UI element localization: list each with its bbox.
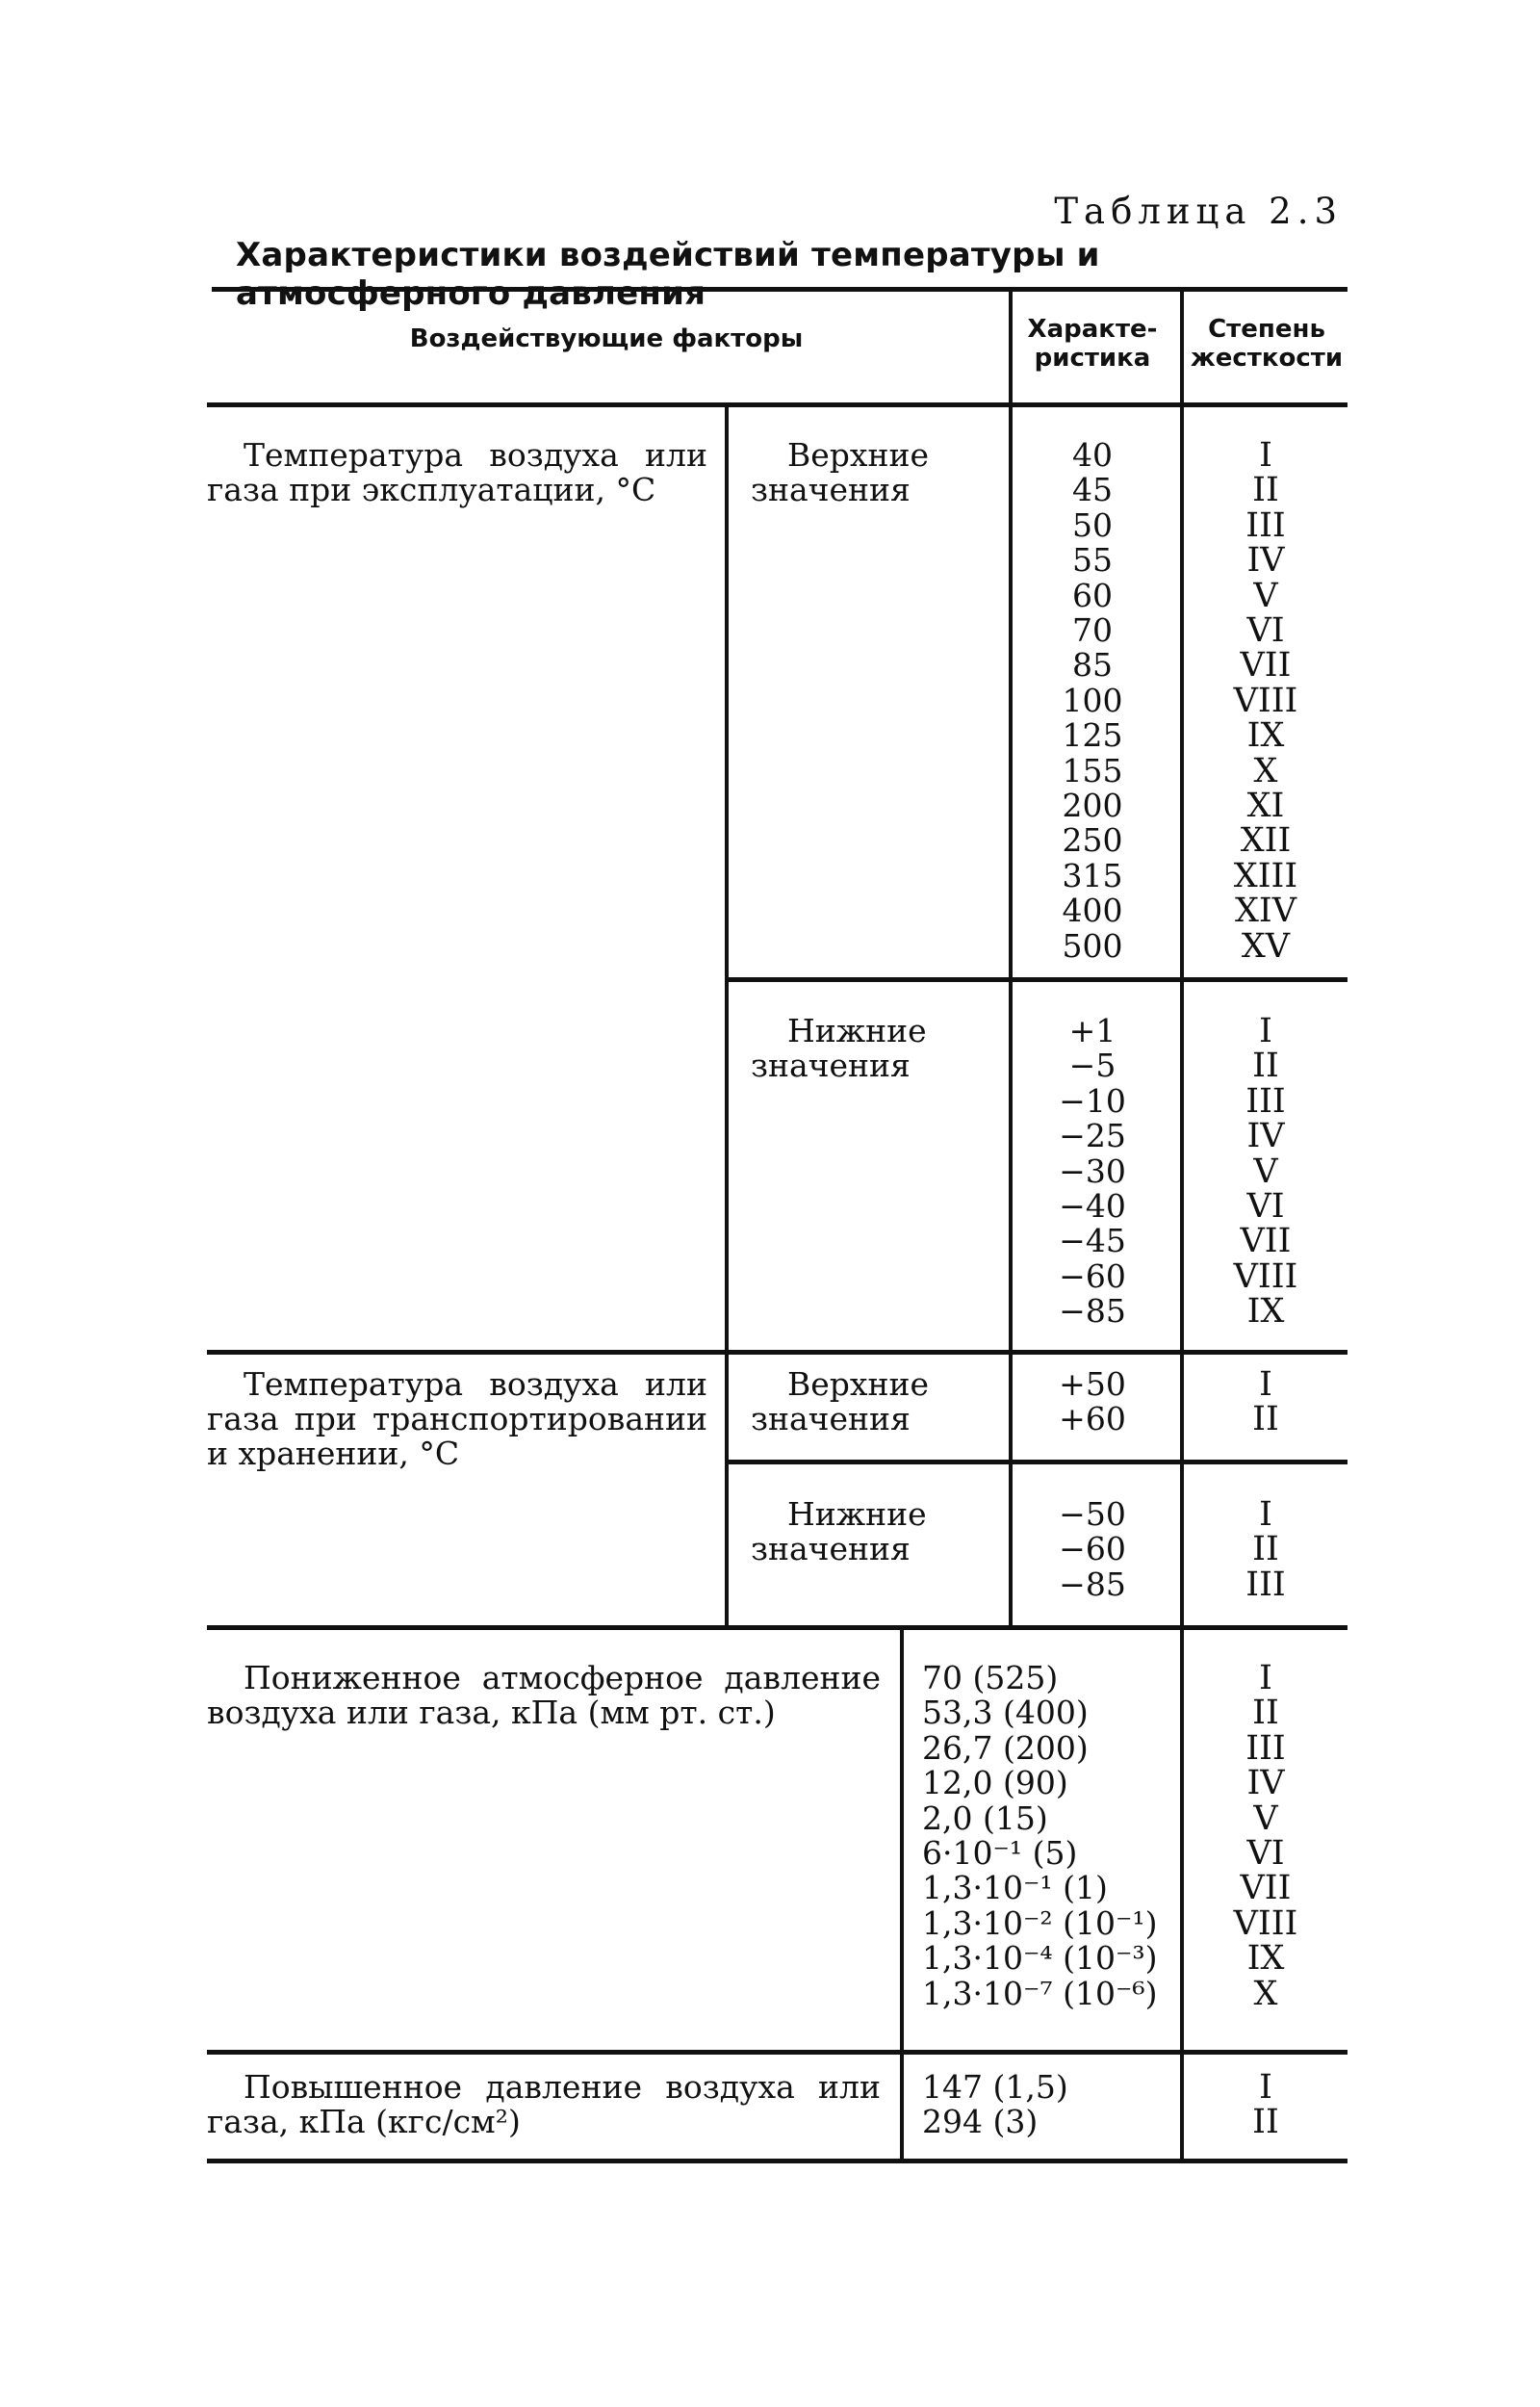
- degree: IX: [1246, 1292, 1285, 1332]
- vline-factor-sub: [725, 406, 729, 1625]
- degree: VII: [1240, 1222, 1292, 1261]
- value: 315: [1062, 856, 1123, 894]
- op-upper-values: [1025, 438, 1160, 964]
- degree: VII: [1240, 1869, 1292, 1908]
- rule-lowpressure-bottom: [207, 2050, 1348, 2055]
- header-factors: Воздействующие факторы: [409, 324, 804, 353]
- transport-upper-label: Верхние значения: [751, 1365, 930, 1437]
- degree: II: [1252, 471, 1279, 510]
- degree: II: [1252, 1530, 1279, 1569]
- degree: IV: [1246, 541, 1285, 581]
- value: −5: [1068, 1047, 1116, 1085]
- rule-transport-upper-bottom: [727, 1460, 1348, 1464]
- degree: I: [1259, 1365, 1272, 1404]
- degree: XII: [1240, 821, 1292, 861]
- op-lower-values: [1025, 1014, 1160, 1330]
- value: −85: [1059, 1565, 1126, 1603]
- degree: V: [1253, 1799, 1278, 1838]
- degree: XIII: [1233, 856, 1298, 895]
- value: 400: [1062, 892, 1123, 930]
- degree: VIII: [1233, 681, 1298, 720]
- transport-lower-values: [1025, 1497, 1160, 1602]
- degree: I: [1259, 1012, 1272, 1050]
- value: 85: [1072, 646, 1113, 685]
- value: 55: [1072, 541, 1113, 580]
- value: 53,3 (400): [922, 1694, 1089, 1732]
- value: 1,3·10⁻² (10⁻¹): [922, 1903, 1158, 1942]
- low-pressure-degrees: [1194, 1661, 1338, 2011]
- op-lower-label: Нижние значения: [751, 1012, 927, 1084]
- value: 500: [1062, 926, 1123, 965]
- transport-lower-degrees: [1194, 1497, 1338, 1602]
- degree: I: [1259, 1495, 1272, 1534]
- vline-pressure-2: [1180, 1629, 1184, 2050]
- vline-pressure-4: [1180, 2054, 1184, 2159]
- value: 155: [1062, 751, 1123, 789]
- high-pressure-degrees: [1194, 2070, 1338, 2140]
- degree: I: [1259, 2068, 1272, 2107]
- value: −10: [1059, 1081, 1126, 1120]
- degree: VI: [1246, 1834, 1285, 1874]
- value: 70 (525): [922, 1659, 1059, 1696]
- vline-header-1: [1009, 291, 1013, 402]
- rule-table-bottom: [207, 2159, 1348, 2163]
- degree: II: [1252, 1047, 1279, 1086]
- degree: II: [1252, 1400, 1279, 1439]
- table-title: Характеристики воздействий температуры и атмосферного давления: [236, 236, 1100, 313]
- value: 6·10⁻¹ (5): [922, 1834, 1078, 1873]
- value: 294 (3): [922, 2103, 1039, 2141]
- table-number: Таблица 2.3: [1054, 191, 1343, 232]
- factor-op-temp: Температура воздуха или газа при эксплуатации, °C: [207, 436, 707, 508]
- degree: XI: [1246, 787, 1285, 826]
- degree: III: [1245, 505, 1286, 545]
- rule-top: [212, 287, 1348, 292]
- value: −60: [1059, 1530, 1126, 1568]
- op-lower-degrees: [1194, 1014, 1338, 1330]
- degree: XV: [1241, 926, 1291, 966]
- value: 1,3·10⁻⁷ (10⁻⁶): [922, 1974, 1158, 2012]
- vline-header-2: [1180, 291, 1184, 402]
- degree: III: [1245, 1081, 1286, 1121]
- high-pressure-values: [922, 2070, 1172, 2140]
- op-upper-label: Верхние значения: [751, 436, 930, 508]
- value: 50: [1072, 505, 1113, 544]
- degree: VI: [1246, 1187, 1285, 1227]
- rule-header-bottom: [207, 402, 1348, 407]
- value: 147 (1,5): [922, 2068, 1068, 2106]
- value: −85: [1059, 1292, 1126, 1331]
- degree: I: [1259, 1659, 1272, 1697]
- value: −30: [1059, 1152, 1126, 1190]
- rule-transport-bottom: [207, 1625, 1348, 1630]
- degree: IX: [1246, 1939, 1285, 1979]
- degree: I: [1259, 436, 1272, 475]
- transport-upper-values: [1025, 1367, 1160, 1437]
- vline-sub-char: [1009, 406, 1013, 1625]
- value: 45: [1072, 471, 1113, 509]
- factor-transport-temp: Температура воздуха или газа при транспортировании и хранении, °C: [207, 1365, 707, 1472]
- rule-op-upper-bottom: [727, 977, 1348, 982]
- value: −45: [1059, 1222, 1126, 1260]
- value: 60: [1072, 576, 1113, 614]
- value: −50: [1059, 1495, 1126, 1533]
- degree: V: [1253, 1152, 1278, 1191]
- degree: VII: [1240, 646, 1292, 686]
- header-characteristic: Характе- ристика: [1027, 315, 1158, 373]
- transport-upper-degrees: [1194, 1367, 1338, 1437]
- header-severity: Степень жесткости: [1190, 315, 1344, 373]
- value: +1: [1068, 1012, 1116, 1049]
- degree: II: [1252, 1694, 1279, 1733]
- value: +60: [1059, 1400, 1126, 1438]
- rule-op-bottom: [207, 1350, 1348, 1355]
- value: +50: [1059, 1365, 1126, 1403]
- degree: XIV: [1234, 892, 1297, 931]
- degree: V: [1253, 576, 1278, 615]
- low-pressure-values: [922, 1661, 1172, 2011]
- degree: IV: [1246, 1117, 1285, 1156]
- transport-lower-label: Нижние значения: [751, 1495, 927, 1567]
- value: 1,3·10⁻⁴ (10⁻³): [922, 1939, 1158, 1978]
- value: 26,7 (200): [922, 1728, 1089, 1767]
- degree: III: [1245, 1565, 1286, 1604]
- value: 40: [1072, 436, 1113, 474]
- value: 70: [1072, 611, 1113, 650]
- degree: VI: [1246, 611, 1285, 651]
- degree: IV: [1246, 1764, 1285, 1803]
- degree: X: [1253, 1974, 1278, 2013]
- degree: IX: [1246, 716, 1285, 756]
- degree: X: [1253, 751, 1278, 790]
- factor-high-pressure: Повышенное давление воздуха или газа, кПа (кгс/см²): [207, 2068, 881, 2140]
- value: 12,0 (90): [922, 1764, 1068, 1802]
- value: −25: [1059, 1117, 1126, 1155]
- value: 2,0 (15): [922, 1799, 1048, 1837]
- degree: II: [1252, 2103, 1279, 2142]
- vline-pressure-1: [900, 1629, 904, 2050]
- value: 125: [1062, 716, 1123, 755]
- op-upper-degrees: [1194, 438, 1338, 964]
- value: 200: [1062, 787, 1123, 825]
- value: 100: [1062, 681, 1123, 719]
- vline-char-deg: [1180, 406, 1184, 1625]
- degree: VIII: [1233, 1903, 1298, 1943]
- value: −40: [1059, 1187, 1126, 1226]
- value: 250: [1062, 821, 1123, 860]
- degree: VIII: [1233, 1256, 1298, 1296]
- value: −60: [1059, 1256, 1126, 1295]
- value: 1,3·10⁻¹ (1): [922, 1869, 1108, 1907]
- vline-pressure-3: [900, 2054, 904, 2159]
- degree: III: [1245, 1728, 1286, 1768]
- factor-low-pressure: Пониженное атмосферное давление воздуха или газа, кПа (мм рт. ст.): [207, 1659, 881, 1731]
